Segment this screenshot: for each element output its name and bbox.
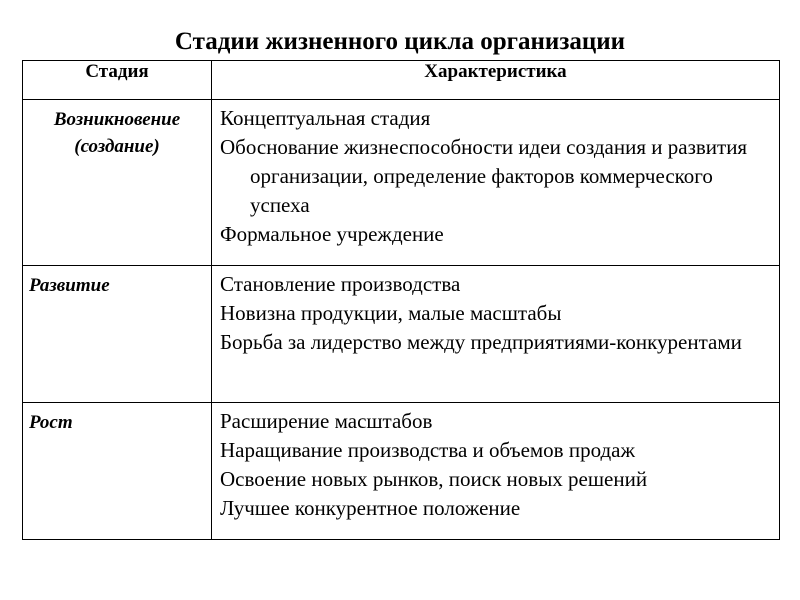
characteristic-cell	[212, 266, 780, 403]
stage-name: Возникновение	[53, 109, 181, 130]
stage-cell	[23, 100, 212, 266]
stage-cell	[23, 403, 212, 540]
characteristic-item: Новизна продукции, малые масштабы	[220, 301, 562, 325]
characteristic-item: Формальное учреждение	[220, 222, 444, 246]
stage-name-note: (создание)	[74, 136, 160, 157]
table-header-row	[23, 61, 780, 100]
characteristic-item: Обоснование жизнеспособности идеи создания и развития организации, определение факторов коммерческого успеха	[220, 135, 748, 217]
stage-name: Рост	[29, 412, 73, 433]
characteristic-cell	[212, 403, 780, 540]
table-row	[23, 266, 780, 403]
stage-cell	[23, 266, 212, 403]
table-row	[23, 100, 780, 266]
characteristic-item: Концептуальная стадия	[220, 106, 431, 130]
characteristic-item: Борьба за лидерство между предприятиями-конкурентами	[220, 330, 742, 354]
characteristic-cell	[212, 100, 780, 266]
page-title: Стадии жизненного цикла организации	[174, 28, 626, 55]
characteristic-item: Становление производства	[220, 272, 461, 296]
table-row	[23, 403, 780, 540]
stage-name: Развитие	[29, 275, 110, 296]
characteristic-item: Наращивание производства и объемов продаж	[220, 438, 635, 462]
column-header-characteristic: Характеристика	[212, 61, 780, 100]
characteristic-item: Лучшее конкурентное положение	[220, 496, 521, 520]
column-header-stage: Стадия	[23, 61, 212, 100]
characteristic-item: Расширение масштабов	[220, 409, 433, 433]
characteristic-item: Освоение новых рынков, поиск новых решений	[220, 467, 648, 491]
stages-table	[22, 60, 780, 540]
